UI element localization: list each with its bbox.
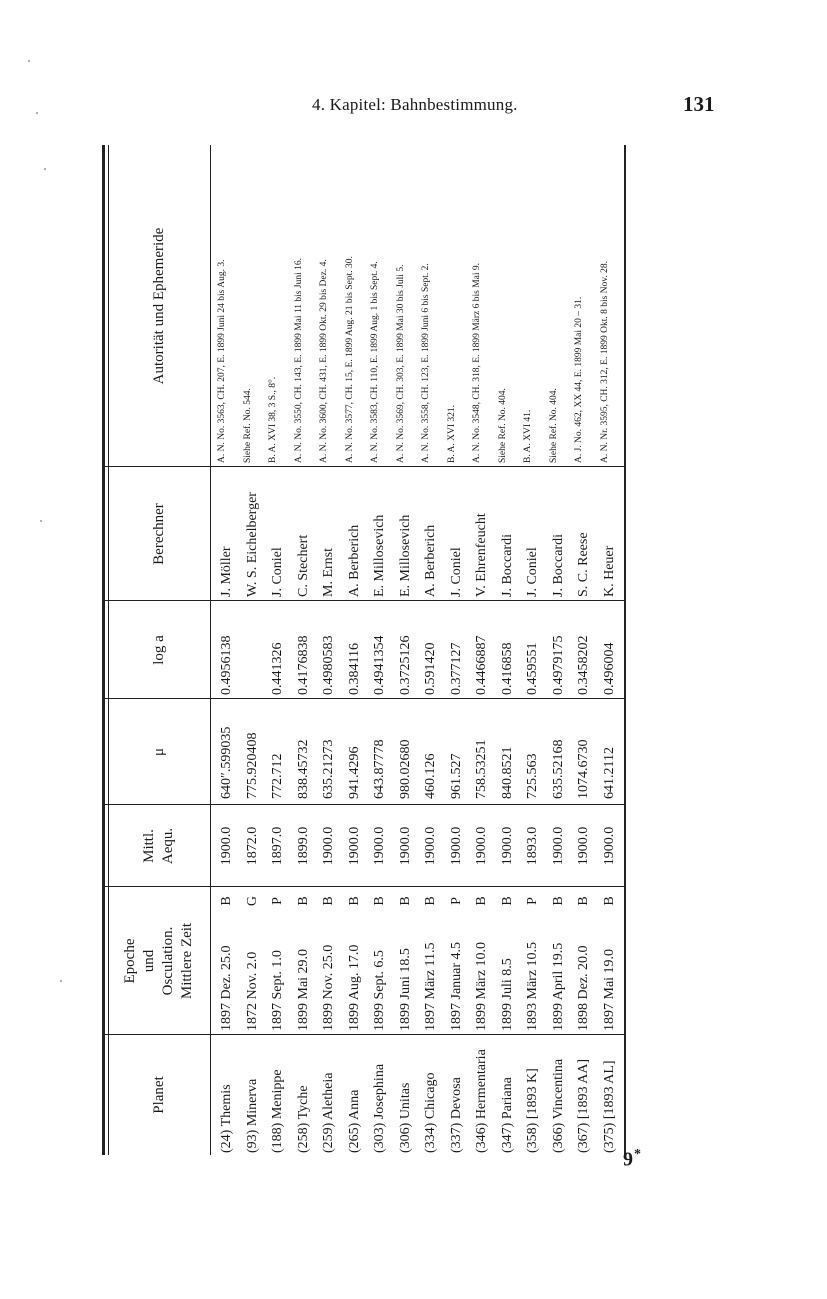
- cell-epoche: 1897 Mai 19.0: [601, 948, 617, 1031]
- cell-aequ: 1900.0: [346, 826, 362, 866]
- table-row: [342, 145, 368, 1155]
- table-row: [520, 145, 546, 1155]
- cell-planet: (93) Minerva: [244, 1078, 260, 1153]
- cell-flag: P: [270, 897, 285, 905]
- cell-authority: B. A. XVI 321.: [446, 404, 457, 463]
- cell-loga: 0.3458202: [576, 635, 591, 695]
- cell-mu: 840.8521: [499, 746, 515, 799]
- cell-berechner: J. Boccardi: [550, 534, 566, 597]
- cell-planet: (259) Aletheia: [321, 1072, 336, 1153]
- cell-planet: (24) Themis: [219, 1084, 234, 1153]
- cell-loga: 0.4941354: [372, 635, 387, 695]
- cell-mu: 838.45732: [295, 739, 311, 799]
- header-aequ-line: Mittl.: [141, 829, 157, 863]
- cell-aequ: 1900.0: [423, 826, 438, 866]
- cell-flag: B: [219, 896, 234, 906]
- header-aequ-line: Aequ.: [160, 827, 176, 865]
- cell-mu: 641.2112: [601, 747, 617, 799]
- cell-berechner: J. Coniel: [270, 547, 285, 597]
- cell-flag: P: [525, 897, 540, 905]
- paper-speck: [36, 112, 38, 114]
- cell-planet: (367) [1893 AA]: [576, 1058, 591, 1153]
- cell-mu: 460.126: [423, 753, 438, 799]
- cell-aequ: 1900.0: [576, 826, 591, 866]
- table-row: [393, 145, 419, 1155]
- cell-authority: A. N. No. 3563, CH. 207, E. 1899 Juni 24 bis Aug. 3.: [217, 259, 227, 463]
- table-header-rule: [210, 145, 211, 1155]
- cell-epoche: 1872 Nov. 2.0: [244, 951, 260, 1031]
- table-top-rule: [102, 145, 105, 1155]
- cell-planet: (258) Tyche: [295, 1085, 311, 1153]
- cell-authority: B. A. XVI 41.: [523, 409, 533, 463]
- cell-aequ: 1872.0: [244, 826, 260, 866]
- table-row: [291, 145, 317, 1155]
- table-row: [444, 145, 470, 1155]
- header-autoritaet: Autorität und Ephemeride: [150, 227, 167, 385]
- cell-loga: 0.496004: [601, 642, 617, 695]
- table-row: [495, 145, 521, 1155]
- cell-flag: B: [601, 896, 617, 906]
- cell-planet: (347) Pariana: [499, 1077, 515, 1153]
- cell-aequ: 1900.0: [601, 826, 617, 866]
- cell-loga: 0.4979175: [550, 635, 566, 695]
- cell-berechner: J. Möller: [219, 546, 234, 597]
- table-top-rule-thin: [108, 145, 109, 1155]
- table-row: [546, 145, 572, 1155]
- cell-aequ: 1900.0: [474, 826, 489, 866]
- cell-berechner: A. Berberich: [346, 524, 362, 597]
- cell-planet: (306) Unitas: [397, 1082, 413, 1153]
- cell-berechner: V. Ehrenfeucht: [474, 513, 489, 597]
- cell-authority: A. N. Nr. 3595, CH. 312, E. 1899 Okt. 8 bis Nov. 28.: [599, 260, 610, 463]
- cell-aequ: 1900.0: [219, 826, 234, 866]
- cell-aequ: 1893.0: [525, 826, 540, 866]
- signature-number: 9: [623, 1148, 633, 1171]
- cell-planet: (337) Devosa: [448, 1077, 464, 1153]
- cell-aequ: 1900.0: [448, 826, 464, 866]
- cell-flag: B: [346, 896, 362, 906]
- cell-mu: 1074.6730: [576, 739, 591, 799]
- cell-mu: 961.527: [448, 753, 464, 799]
- table-row: [240, 145, 266, 1155]
- cell-epoche: 1899 Juli 8.5: [499, 958, 515, 1031]
- paper-speck: [60, 980, 62, 982]
- cell-aequ: 1900.0: [397, 826, 413, 866]
- header-epoche-line: Osculation.: [160, 926, 176, 996]
- table-row: [571, 145, 597, 1155]
- cell-mu: 640″.599035: [219, 726, 234, 799]
- cell-flag: B: [372, 896, 387, 906]
- header-epoche-line: Epoche: [122, 938, 138, 984]
- cell-authority: A. N. No. 3583, CH. 110, E. 1899 Aug. 1 bis Sept. 4.: [370, 261, 380, 463]
- cell-aequ: 1900.0: [321, 826, 336, 866]
- cell-mu: 980.02680: [397, 739, 413, 799]
- cell-loga: 0.459551: [525, 642, 540, 695]
- cell-loga: 0.384116: [346, 643, 362, 695]
- cell-authority: A. N. No. 3558, CH. 123, E. 1899 Juni 6 bis Sept. 2.: [421, 263, 431, 463]
- cell-aequ: 1900.0: [372, 826, 387, 866]
- cell-aequ: 1900.0: [499, 826, 515, 866]
- cell-epoche: 1899 Sept. 6.5: [372, 950, 387, 1031]
- header-aequ: [110, 805, 208, 887]
- cell-loga: 0.4466887: [474, 635, 489, 695]
- cell-epoche: 1897 Sept. 1.0: [270, 950, 285, 1031]
- cell-aequ: 1899.0: [295, 826, 311, 866]
- cell-mu: 772.712: [270, 753, 285, 799]
- cell-berechner: E. Millosevich: [372, 514, 387, 597]
- cell-epoche: 1899 März 10.0: [474, 941, 489, 1031]
- cell-berechner: M. Ernst: [321, 548, 336, 597]
- cell-authority: Siehe Ref. No. 404.: [548, 388, 559, 463]
- cell-authority: A. N. No. 3577, CH. 15, E. 1899 Aug. 21 bis Sept. 30.: [344, 256, 355, 463]
- cell-planet: (303) Josephina: [372, 1063, 387, 1153]
- cell-loga: [240, 603, 266, 695]
- cell-epoche: 1899 Mai 29.0: [295, 948, 311, 1031]
- cell-berechner: K. Heuer: [601, 545, 617, 597]
- cell-flag: B: [474, 896, 489, 906]
- cell-epoche: 1897 März 11.5: [423, 942, 438, 1031]
- header-planet: Planet: [150, 1076, 167, 1114]
- cell-loga: 0.4980583: [321, 635, 336, 695]
- cell-berechner: S. C. Reese: [576, 532, 591, 597]
- cell-flag: G: [244, 895, 260, 907]
- cell-authority: B. A. XVI 38, 3 S., 8°.: [268, 376, 278, 463]
- cell-epoche: 1897 Dez. 25.0: [219, 945, 234, 1031]
- cell-aequ: 1900.0: [550, 826, 566, 866]
- cell-flag: B: [321, 896, 336, 906]
- table-row: [265, 145, 291, 1155]
- cell-berechner: W. S. Eichelberger: [244, 492, 260, 597]
- cell-flag: B: [423, 896, 438, 906]
- cell-planet: (375) [1893 AL]: [601, 1060, 617, 1153]
- cell-mu: 941.4296: [346, 746, 362, 799]
- cell-authority: A. N. No. 3569, CH. 303, E. 1899 Mai 30 bis Juli 5.: [395, 264, 406, 463]
- cell-planet: (265) Anna: [346, 1089, 362, 1153]
- cell-epoche: 1897 Januar 4.5: [448, 941, 464, 1031]
- table-row: [469, 145, 495, 1155]
- header-epoche-line: und: [141, 949, 157, 973]
- cell-flag: B: [295, 896, 311, 906]
- cell-planet: (334) Chicago: [423, 1072, 438, 1153]
- cell-berechner: J. Coniel: [448, 547, 464, 597]
- cell-aequ: 1897.0: [270, 826, 285, 866]
- header-epoche: [110, 887, 208, 1035]
- table-row: [367, 145, 393, 1155]
- cell-loga: 0.441326: [270, 642, 285, 695]
- cell-epoche: 1899 April 19.5: [550, 942, 566, 1031]
- cell-mu: 635.52168: [550, 739, 566, 799]
- cell-loga: 0.4956138: [219, 635, 234, 695]
- cell-authority: A. J. No. 462, XX 44, E. 1899 Mai 20 – 31.: [574, 296, 584, 463]
- cell-berechner: J. Boccardi: [499, 534, 515, 597]
- table-row: [597, 145, 623, 1155]
- cell-epoche: 1899 Aug. 17.0: [346, 944, 362, 1031]
- cell-planet: (366) Vincentina: [550, 1058, 566, 1153]
- cell-loga: 0.3725126: [397, 635, 413, 695]
- header-mu: μ: [150, 747, 167, 757]
- asteroid-orbit-table: [102, 145, 704, 1155]
- signature-star: *: [634, 1147, 641, 1162]
- page-number: 131: [683, 92, 715, 116]
- cell-flag: B: [576, 896, 591, 906]
- cell-authority: A. N. No. 3548, CH. 318, E. 1899 März 6 bis Mai 9.: [472, 262, 482, 463]
- paper-speck: [28, 60, 30, 62]
- cell-mu: 775.920408: [244, 732, 260, 799]
- cell-epoche: 1893 März 10.5: [525, 941, 540, 1031]
- cell-berechner: C. Stechert: [295, 534, 311, 597]
- header-loga: log a: [150, 635, 167, 665]
- header-berechner: Berechner: [150, 503, 167, 565]
- cell-planet: (346) Hermentaria: [474, 1049, 489, 1153]
- cell-planet: (188) Menippe: [270, 1069, 285, 1153]
- cell-berechner: E. Millosevich: [397, 514, 413, 597]
- cell-loga: 0.4176838: [295, 635, 311, 695]
- cell-berechner: A. Berberich: [423, 524, 438, 597]
- cell-flag: B: [550, 896, 566, 906]
- cell-loga: 0.416858: [499, 642, 515, 695]
- cell-epoche: 1899 Juni 18.5: [397, 948, 413, 1031]
- cell-flag: B: [397, 896, 413, 906]
- header-epoche-line: Mittlere Zeit: [179, 922, 195, 1000]
- cell-planet: (358) [1893 K]: [525, 1068, 540, 1153]
- cell-epoche: 1898 Dez. 20.0: [576, 945, 591, 1031]
- table-row: [418, 145, 444, 1155]
- table-row: [214, 145, 240, 1155]
- cell-authority: A. N. No. 3600, CH. 431, E. 1899 Okt. 29 bis Dez. 4.: [319, 259, 329, 463]
- cell-authority: Siehe Ref. No. 404.: [497, 388, 508, 463]
- cell-mu: 758.53251: [474, 739, 489, 799]
- cell-authority: Siehe Ref. No. 544.: [242, 388, 253, 463]
- signature-mark: [623, 1147, 641, 1172]
- cell-authority: A. N. No. 3550, CH. 143, E. 1899 Mai 11 bis Juni 16.: [293, 258, 304, 463]
- cell-mu: 643.87778: [372, 739, 387, 799]
- cell-loga: 0.377127: [448, 642, 464, 695]
- paper-speck: [40, 520, 42, 522]
- cell-mu: 635.21273: [321, 739, 336, 799]
- cell-mu: 725.563: [525, 753, 540, 799]
- table-row: [316, 145, 342, 1155]
- cell-flag: B: [499, 896, 515, 906]
- cell-berechner: J. Coniel: [525, 547, 540, 597]
- cell-flag: P: [448, 897, 464, 905]
- cell-epoche: 1899 Nov. 25.0: [321, 944, 336, 1031]
- running-head: 4. Kapitel: Bahnbestimmung.: [312, 95, 518, 114]
- cell-loga: 0.591420: [423, 642, 438, 695]
- paper-speck: [44, 168, 46, 170]
